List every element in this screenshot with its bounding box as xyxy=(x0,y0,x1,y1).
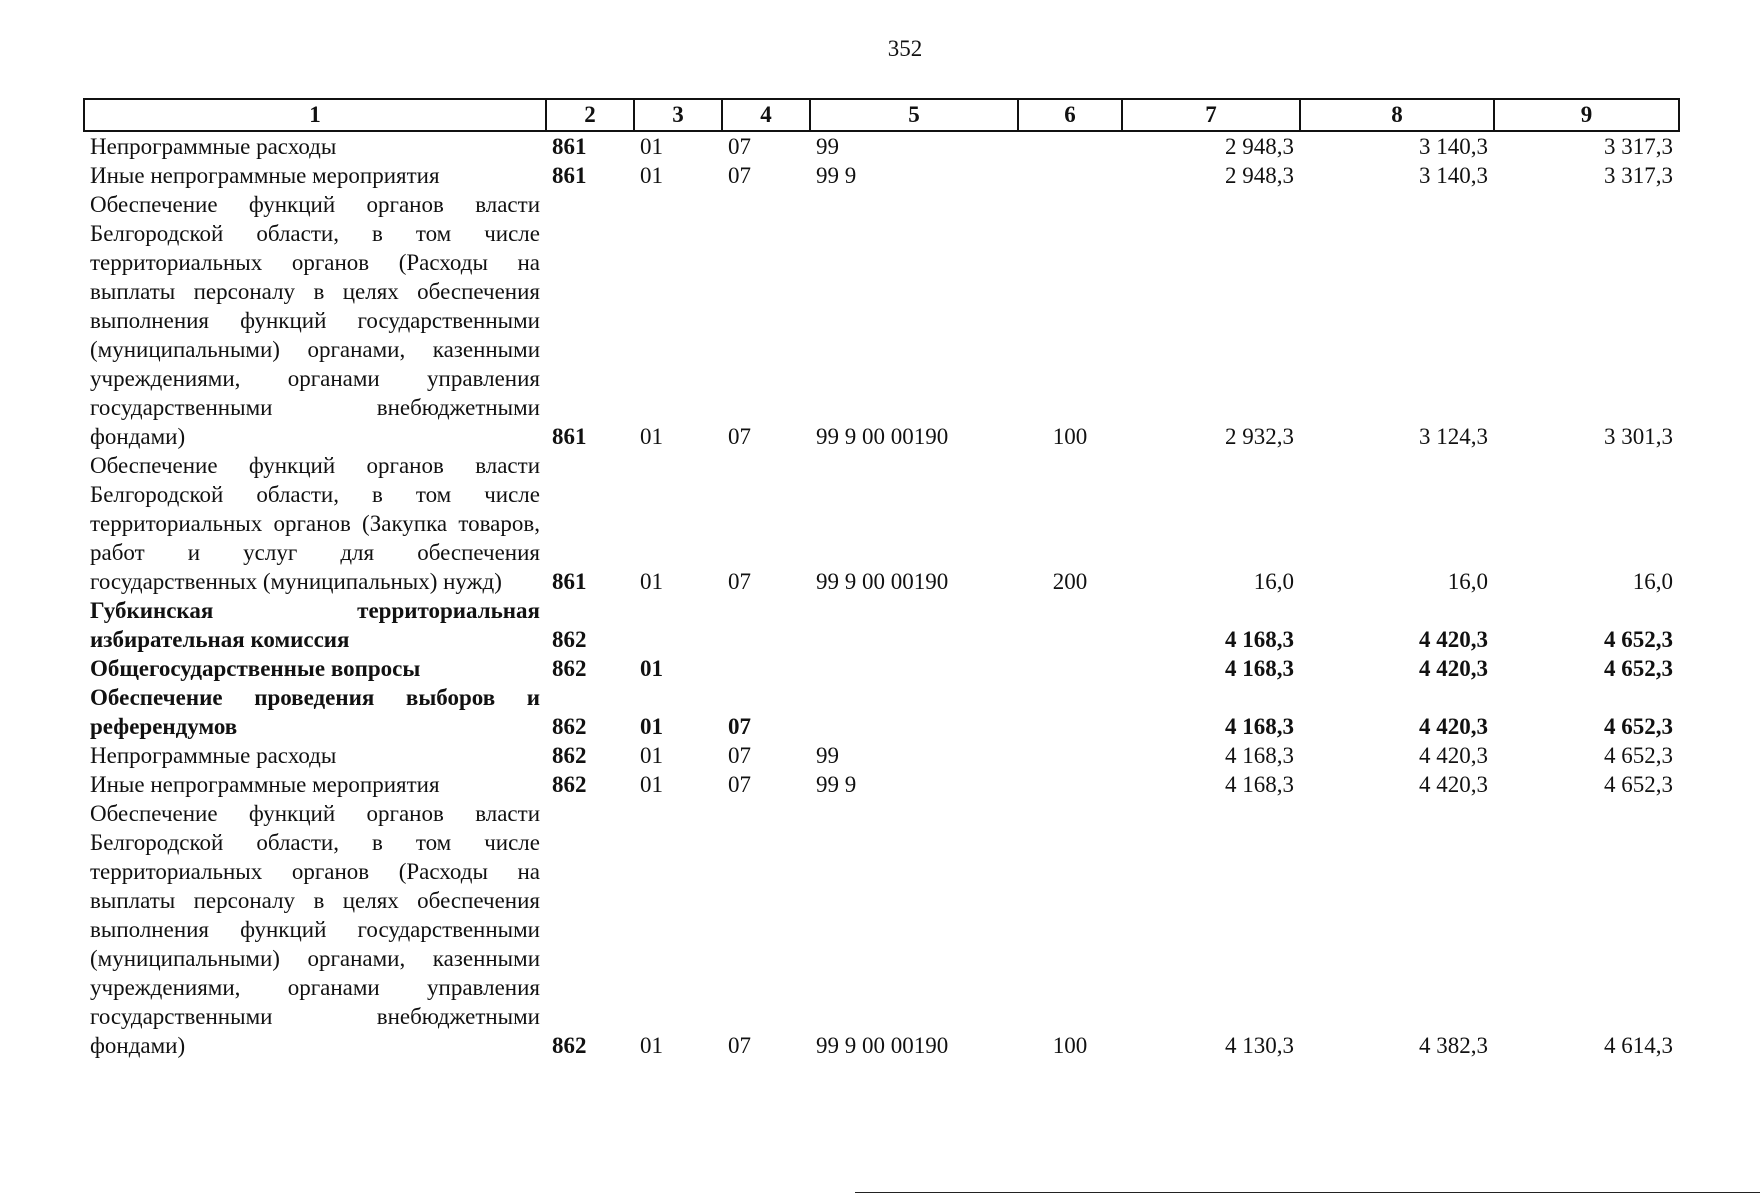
row-code-admin: 862 xyxy=(552,656,587,681)
row-code-target: 99 xyxy=(816,743,839,768)
row-code-subsection xyxy=(722,596,810,654)
row-code-subsection: 07 xyxy=(728,134,751,159)
table-header xyxy=(84,99,1679,131)
row-amount-col7: 2 948,3 xyxy=(1225,163,1294,188)
row-code-expense-type: 100 xyxy=(1052,424,1088,449)
row-code-admin: 862 xyxy=(552,772,587,797)
row-amount-col7: 2 948,3 xyxy=(1225,134,1294,159)
table-row xyxy=(84,131,1679,161)
header-col-4: 4 xyxy=(722,99,810,131)
row-description: Обеспечение функций органов власти Белгородской области, в том числе территориальных органов (Расходы на выплаты персоналу в целях обеспечения выполнения функций государственными (муниципальными) органами, казенными учреждениями, органами управления государственными внебюджетными фондами) xyxy=(90,192,540,449)
row-code-expense-type: 100 xyxy=(1052,1033,1088,1058)
header-col-3: 3 xyxy=(634,99,722,131)
row-code-target: 99 9 xyxy=(816,772,857,797)
header-col-8: 8 xyxy=(1300,99,1494,131)
row-code-expense-type xyxy=(1018,161,1122,190)
row-code-expense-type xyxy=(1018,770,1122,799)
row-code-admin: 861 xyxy=(552,134,587,159)
row-amount-col8: 4 420,3 xyxy=(1419,656,1488,681)
row-amount-col9: 4 652,3 xyxy=(1604,627,1673,652)
row-code-expense-type xyxy=(1018,683,1122,741)
row-code-section: 01 xyxy=(640,424,663,449)
row-description: Обеспечение функций органов власти Белгородской области, в том числе территориальных органов (Закупка товаров, работ и услуг для обеспечения государственных (муниципальных) нужд) xyxy=(90,453,540,594)
row-code-expense-type: 200 xyxy=(1052,569,1088,594)
row-code-target: 99 xyxy=(816,134,839,159)
row-code-subsection: 07 xyxy=(728,424,751,449)
row-code-target xyxy=(810,683,1018,741)
row-code-admin: 862 xyxy=(552,743,587,768)
row-code-subsection xyxy=(722,654,810,683)
row-amount-col9: 4 652,3 xyxy=(1604,656,1673,681)
table-row xyxy=(84,654,1679,683)
row-code-target: 99 9 xyxy=(816,163,857,188)
row-amount-col8: 3 124,3 xyxy=(1419,424,1488,449)
row-code-section: 01 xyxy=(640,1033,663,1058)
row-code-admin: 862 xyxy=(552,627,587,652)
row-amount-col9: 4 652,3 xyxy=(1604,743,1673,768)
header-col-5: 5 xyxy=(810,99,1018,131)
row-description: Непрограммные расходы xyxy=(90,134,337,159)
row-amount-col9: 3 317,3 xyxy=(1604,134,1673,159)
row-amount-col8: 4 420,3 xyxy=(1419,772,1488,797)
table-row xyxy=(84,451,1679,596)
row-amount-col9: 4 652,3 xyxy=(1604,714,1673,739)
row-amount-col7: 4 168,3 xyxy=(1225,772,1294,797)
row-amount-col9: 3 317,3 xyxy=(1604,163,1673,188)
row-amount-col8: 16,0 xyxy=(1447,569,1488,594)
table-row xyxy=(84,683,1679,741)
row-code-target xyxy=(810,596,1018,654)
row-code-section: 01 xyxy=(640,743,663,768)
row-amount-col7: 2 932,3 xyxy=(1225,424,1294,449)
row-code-subsection: 07 xyxy=(728,163,751,188)
row-amount-col9: 3 301,3 xyxy=(1604,424,1673,449)
row-code-section: 01 xyxy=(640,569,663,594)
row-amount-col8: 4 420,3 xyxy=(1419,743,1488,768)
row-code-section: 01 xyxy=(640,134,663,159)
row-code-subsection: 07 xyxy=(728,569,751,594)
header-col-1: 1 xyxy=(84,99,546,131)
row-code-subsection: 07 xyxy=(728,772,751,797)
row-code-target: 99 9 00 00190 xyxy=(816,1033,949,1058)
row-amount-col7: 4 168,3 xyxy=(1225,714,1294,739)
row-code-expense-type xyxy=(1018,596,1122,654)
row-code-admin: 862 xyxy=(552,714,587,739)
row-amount-col8: 4 420,3 xyxy=(1419,627,1488,652)
row-amount-col9: 16,0 xyxy=(1632,569,1673,594)
row-amount-col8: 3 140,3 xyxy=(1419,134,1488,159)
row-code-target: 99 9 00 00190 xyxy=(816,424,949,449)
row-amount-col7: 16,0 xyxy=(1253,569,1294,594)
row-code-expense-type xyxy=(1018,741,1122,770)
row-amount-col7: 4 168,3 xyxy=(1225,656,1294,681)
header-col-7: 7 xyxy=(1122,99,1300,131)
row-amount-col7: 4 168,3 xyxy=(1225,743,1294,768)
table-row xyxy=(84,596,1679,654)
row-description: Иные непрограммные мероприятия xyxy=(90,772,440,797)
row-code-target xyxy=(810,654,1018,683)
table-body xyxy=(84,131,1679,1060)
row-description: Непрограммные расходы xyxy=(90,743,337,768)
row-description: Иные непрограммные мероприятия xyxy=(90,163,440,188)
row-code-section: 01 xyxy=(640,656,663,681)
row-code-expense-type xyxy=(1018,131,1122,161)
header-col-9: 9 xyxy=(1494,99,1679,131)
row-code-subsection: 07 xyxy=(728,1033,751,1058)
row-amount-col8: 4 382,3 xyxy=(1419,1033,1488,1058)
budget-table xyxy=(83,98,1680,1060)
row-amount-col9: 4 614,3 xyxy=(1604,1033,1673,1058)
table-row xyxy=(84,770,1679,799)
row-amount-col9: 4 652,3 xyxy=(1604,772,1673,797)
table-row xyxy=(84,190,1679,451)
header-col-2: 2 xyxy=(546,99,634,131)
row-code-target: 99 9 00 00190 xyxy=(816,569,949,594)
row-code-admin: 862 xyxy=(552,1033,587,1058)
header-row xyxy=(84,99,1679,131)
row-description: Общегосударственные вопросы xyxy=(90,656,421,681)
row-amount-col7: 4 168,3 xyxy=(1225,627,1294,652)
row-description: Губкинская территориальная избирательная комиссия xyxy=(90,598,540,652)
row-code-admin: 861 xyxy=(552,424,587,449)
row-code-subsection: 07 xyxy=(728,714,751,739)
header-col-6: 6 xyxy=(1018,99,1122,131)
bottom-rule xyxy=(855,1192,1760,1193)
row-code-section xyxy=(634,596,722,654)
row-code-admin: 861 xyxy=(552,569,587,594)
table-row xyxy=(84,161,1679,190)
row-code-expense-type xyxy=(1018,654,1122,683)
row-description: Обеспечение проведения выборов и референдумов xyxy=(90,685,540,739)
row-code-admin: 861 xyxy=(552,163,587,188)
table-row xyxy=(84,741,1679,770)
page-number: 352 xyxy=(887,36,923,61)
row-code-section: 01 xyxy=(640,163,663,188)
table-row xyxy=(84,799,1679,1060)
row-code-subsection: 07 xyxy=(728,743,751,768)
row-amount-col8: 4 420,3 xyxy=(1419,714,1488,739)
row-code-section: 01 xyxy=(640,714,663,739)
row-amount-col8: 3 140,3 xyxy=(1419,163,1488,188)
row-code-section: 01 xyxy=(640,772,663,797)
row-description: Обеспечение функций органов власти Белгородской области, в том числе территориальных органов (Расходы на выплаты персоналу в целях обеспечения выполнения функций государственными (муниципальными) органами, казенными учреждениями, органами управления государственными внебюджетными фондами) xyxy=(90,801,540,1058)
row-amount-col7: 4 130,3 xyxy=(1225,1033,1294,1058)
